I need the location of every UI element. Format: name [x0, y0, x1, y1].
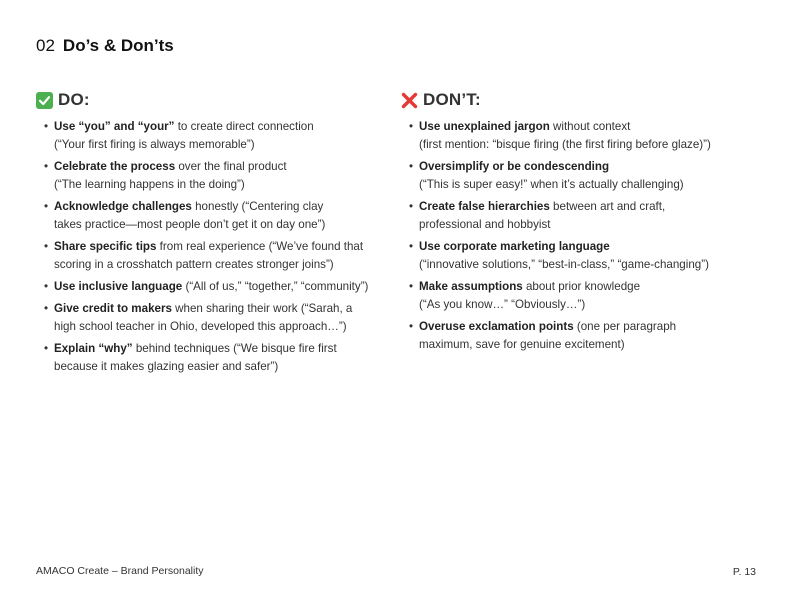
item-text: behind techniques (“We bisque fire first [132, 342, 337, 355]
list-item [36, 278, 386, 296]
list-item [401, 198, 761, 234]
item-detail: scoring in a crosshatch pattern creates stronger joins”) [54, 258, 334, 271]
item-emphasis: Celebrate the process [54, 160, 176, 173]
item-detail: (first mention: “bisque firing (the first firing before glaze)”) [419, 138, 711, 151]
item-detail: professional and hobbyist [419, 218, 551, 231]
item-detail: (“Your first firing is always memorable”) [54, 138, 255, 151]
item-emphasis: Explain “why” [54, 342, 133, 355]
item-text: over the final product [175, 160, 287, 173]
check-mark-icon [36, 92, 53, 109]
list-item [36, 118, 386, 154]
item-emphasis: Acknowledge challenges [54, 200, 192, 213]
item-text: from real experience (“We’ve found that [156, 240, 364, 253]
list-item [36, 158, 386, 194]
item-text: when sharing their work (“Sarah, a [171, 302, 353, 315]
item-emphasis: Give credit to makers [54, 302, 172, 315]
item-text: (one per paragraph [573, 320, 677, 333]
dont-title: DON’T: [423, 90, 481, 109]
item-text: to create direct connection [174, 120, 314, 133]
item-detail: maximum, save for genuine excitement) [419, 338, 625, 351]
item-emphasis: Make assumptions [419, 280, 523, 293]
item-detail: (“The learning happens in the doing”) [54, 178, 245, 191]
item-detail: takes practice—most people don’t get it on day one”) [54, 218, 326, 231]
item-detail: (“As you know…” “Obviously…”) [419, 298, 586, 311]
item-detail: high school teacher in Ohio, developed this approach…”) [54, 320, 347, 333]
list-item [36, 238, 386, 274]
list-item [36, 340, 386, 376]
item-text: (“All of us,” “together,” “community”) [182, 280, 369, 293]
item-detail: (“innovative solutions,” “best-in-class,” “game-changing”) [419, 258, 709, 271]
list-item [36, 300, 386, 336]
do-title: DO: [58, 90, 90, 109]
list-item [36, 198, 386, 234]
section-number: 02 [36, 36, 55, 55]
dont-list [401, 118, 761, 354]
item-emphasis: Create false hierarchies [419, 200, 550, 213]
item-text: honestly (“Centering clay [191, 200, 324, 213]
item-emphasis: Use inclusive language [54, 280, 183, 293]
item-text: about prior knowledge [522, 280, 641, 293]
item-detail: because it makes glazing easier and safer”) [54, 360, 279, 373]
list-item [401, 118, 761, 154]
page-title: Do’s & Don’ts [62, 36, 174, 55]
item-emphasis: Share specific tips [54, 240, 157, 253]
list-item [401, 278, 761, 314]
dont-heading [401, 90, 761, 110]
item-emphasis: Use “you” and “your” [54, 120, 175, 133]
item-emphasis: Use corporate marketing language [419, 240, 610, 253]
list-item [401, 318, 761, 354]
do-list [36, 118, 386, 376]
list-item [401, 238, 761, 274]
do-column [36, 90, 386, 380]
item-emphasis: Oversimplify or be condescending [419, 160, 610, 173]
footer-doc-title: AMACO Create – Brand Personality [36, 565, 204, 577]
item-emphasis: Overuse exclamation points [419, 320, 574, 333]
do-heading [36, 90, 386, 110]
page-number: P. 13 [732, 566, 756, 578]
cross-mark-icon [401, 92, 418, 109]
item-text: without context [549, 120, 631, 133]
item-emphasis: Use unexplained jargon [419, 120, 550, 133]
page-header [36, 36, 174, 56]
list-item [401, 158, 761, 194]
item-text: between art and craft, [549, 200, 666, 213]
dont-column [401, 90, 761, 358]
item-detail: (“This is super easy!” when it’s actually challenging) [419, 178, 684, 191]
